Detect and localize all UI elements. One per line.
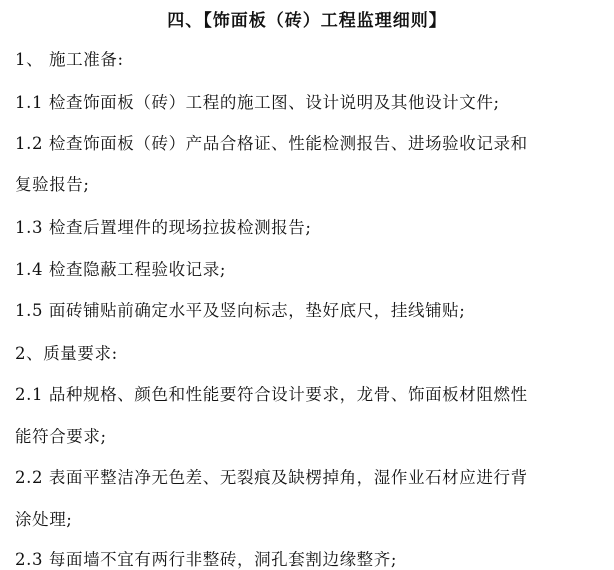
paragraph-line: 能符合要求; bbox=[15, 427, 107, 446]
paragraph-line: 1.2 检查饰面板（砖）产品合格证、性能检测报告、进场验收记录和 bbox=[15, 134, 528, 153]
paragraph-line: 2.1 品种规格、颜色和性能要符合设计要求，龙骨、饰面板材阻燃性 bbox=[15, 385, 528, 404]
paragraph-line: 1.5 面砖铺贴前确定水平及竖向标志，垫好底尺，挂线铺贴; bbox=[15, 301, 466, 320]
paragraph-line: 2.3 每面墙不宜有两行非整砖，洞孔套割边缘整齐; bbox=[15, 550, 398, 569]
paragraph-line: 1.1 检查饰面板（砖）工程的施工图、设计说明及其他设计文件; bbox=[15, 93, 500, 112]
paragraph-line: 1.4 检查隐蔽工程验收记录; bbox=[15, 260, 227, 279]
paragraph-line: 1.3 检查后置埋件的现场拉拔检测报告; bbox=[15, 218, 312, 237]
paragraph-line: 涂处理; bbox=[15, 510, 73, 529]
paragraph-line: 复验报告; bbox=[15, 175, 90, 194]
paragraph-line: 2.2 表面平整洁净无色差、无裂痕及缺楞掉角，湿作业石材应进行背 bbox=[15, 468, 528, 487]
document-title: 四、【饰面板（砖）工程监理细则】 bbox=[167, 11, 447, 31]
section-heading-quality: 2、质量要求: bbox=[15, 344, 118, 363]
section-heading-preparation: 1、 施工准备: bbox=[15, 50, 124, 69]
